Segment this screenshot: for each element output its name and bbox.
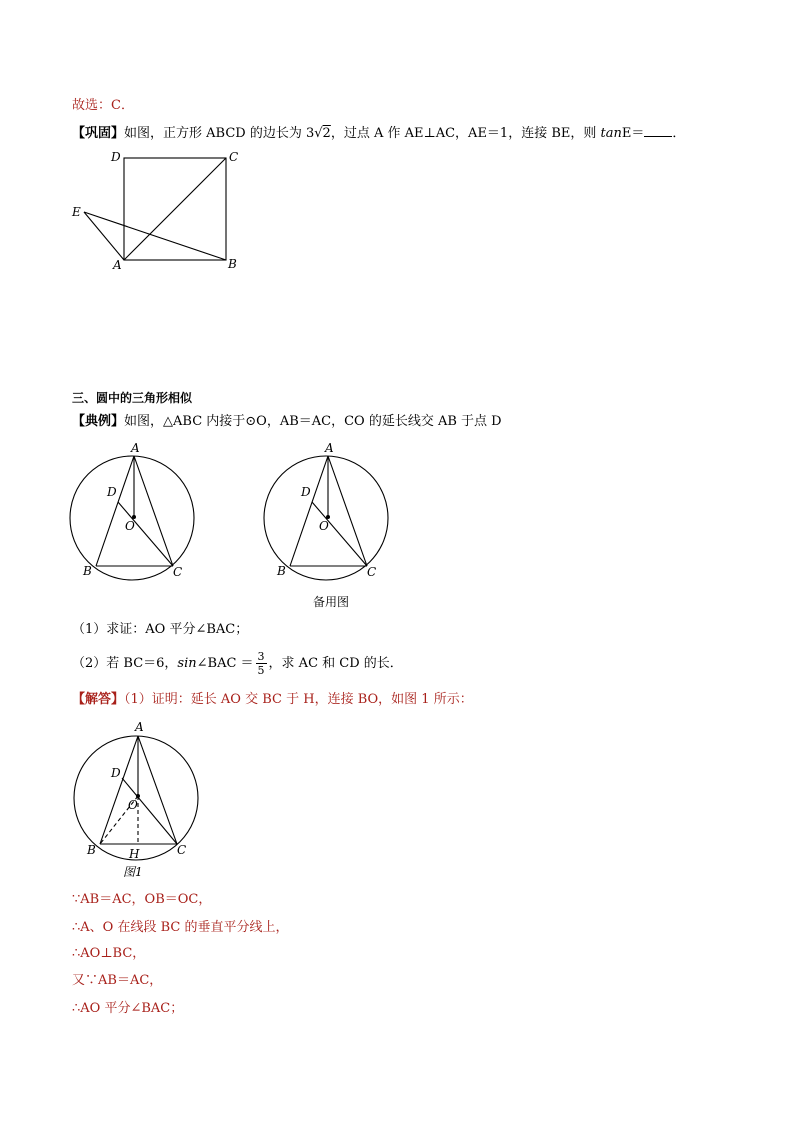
label-c: C <box>229 150 239 164</box>
label-d: D <box>107 485 117 499</box>
fraction-denominator: 5 <box>257 664 265 677</box>
circle-figure-backup <box>256 438 406 588</box>
square-figure <box>60 144 260 274</box>
proof-line-2: ∴A、O 在线段 BC 的垂直平分线上， <box>72 920 289 935</box>
label-c: C <box>177 843 187 857</box>
label-h: H <box>129 847 140 861</box>
label-d: D <box>301 485 311 499</box>
fraction-numerator: 3 <box>257 650 265 663</box>
section-title: 三、圆中的三角形相似 <box>72 391 193 405</box>
label-b: B <box>277 564 286 578</box>
segment-cd <box>118 502 173 566</box>
label-c: C <box>367 565 377 579</box>
side-ac <box>138 736 177 844</box>
label-e: E <box>72 205 81 219</box>
dianli-tag: 【典例】 <box>72 414 125 429</box>
sqrt-symbol: √ <box>314 126 323 141</box>
label-a: A <box>131 441 140 455</box>
proof-line-5: ∴AO 平分∠BAC； <box>72 1001 184 1016</box>
fraction <box>256 650 267 677</box>
sqrt-value: 2 <box>322 126 331 141</box>
label-a: A <box>113 258 122 272</box>
label-b: B <box>83 564 92 578</box>
label-o: O <box>128 798 138 812</box>
label-o: O <box>319 519 329 533</box>
diagonal-ac <box>124 158 226 260</box>
answer-blank <box>644 124 672 137</box>
sin-function: sin <box>177 656 197 671</box>
gonggu-tag: 【巩固】 <box>72 126 125 141</box>
question-2 <box>72 648 403 680</box>
dianli-problem <box>72 412 502 432</box>
side-ac <box>134 456 173 566</box>
label-c: C <box>173 565 183 579</box>
solution-tag: 【解答】 <box>72 692 125 707</box>
q2-after: ，求 AC 和 CD 的长． <box>268 656 403 671</box>
label-a: A <box>325 441 334 455</box>
label-o: O <box>125 519 135 533</box>
answer-choice: 故选：C． <box>72 98 134 113</box>
segment-cd <box>312 502 367 566</box>
label-b: B <box>87 843 96 857</box>
circle-figure-main <box>62 438 212 588</box>
solution-intro <box>72 690 473 710</box>
label-b: B <box>228 257 237 271</box>
gonggu-text-1: 如图，正方形 ABCD 的边长为 3 <box>124 126 315 141</box>
gonggu-period: ． <box>672 126 686 141</box>
proof-line-4: 又∵AB＝AC， <box>72 973 163 988</box>
figure-1-caption: 图1 <box>123 865 143 879</box>
dianli-text: 如图，△ABC 内接于⊙O，AB＝AC，CO 的延长线交 AB 于点 D <box>124 414 502 429</box>
label-a: A <box>135 720 144 734</box>
segment-be <box>84 212 226 260</box>
gonggu-text-2: ，过点 A 作 AE⊥AC，AE＝1，连接 BE，则 <box>330 126 601 141</box>
side-ac <box>328 456 367 566</box>
proof-line-3: ∴AO⊥BC， <box>72 946 146 961</box>
label-d: D <box>111 150 121 164</box>
q2-before: （2）若 BC＝6， <box>72 656 178 671</box>
tan-variable: E <box>621 126 632 141</box>
gonggu-equals: ＝ <box>631 126 645 141</box>
side-ab <box>290 456 328 566</box>
q2-angle: ∠BAC ＝ <box>196 656 254 671</box>
backup-caption: 备用图 <box>313 595 350 609</box>
question-1: （1）求证：AO 平分∠BAC； <box>72 622 249 637</box>
label-d: D <box>111 766 121 780</box>
gonggu-problem <box>72 124 685 144</box>
proof-line-1: ∵AB＝AC，OB＝OC， <box>72 892 212 907</box>
tan-function: tan <box>600 126 622 141</box>
side-ab <box>96 456 134 566</box>
solution-text: （1）证明：延长 AO 交 BC 于 H，连接 BO，如图 1 所示： <box>124 692 473 707</box>
figure-1 <box>66 716 216 886</box>
